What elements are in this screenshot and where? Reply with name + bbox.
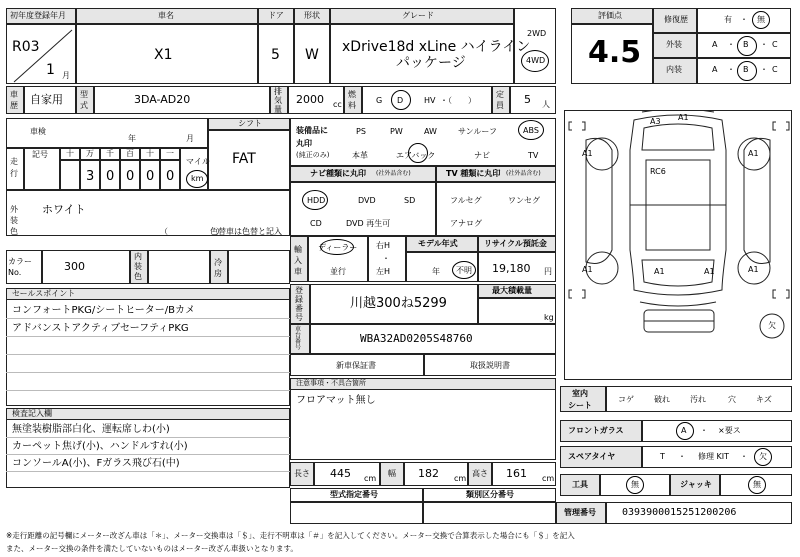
spare-label: スペアタイヤ — [568, 452, 616, 461]
fuel-g: G — [376, 96, 383, 105]
spare-none: 欠 — [759, 452, 767, 461]
seat-label1: 室内 — [572, 389, 588, 398]
jack-value: 無 — [753, 480, 761, 489]
fuel-label: 燃料 — [348, 90, 356, 110]
colorno-label: カラー No. — [8, 257, 32, 277]
fuel-paren: ・（ ） — [440, 96, 476, 105]
mgmt-label: 管理番号 — [564, 508, 596, 517]
exterior-a: A — [712, 40, 718, 49]
drive-2wd: 2WD — [527, 29, 547, 38]
ruled-line — [6, 354, 290, 355]
type-number-label: 型式指定番号 — [330, 490, 378, 499]
capacity-label: 定員 — [496, 90, 504, 110]
warranty-label: 新車保証書 — [336, 361, 376, 370]
chassis-value: WBA32AD0205S48760 — [360, 332, 473, 345]
ruled-line — [6, 318, 290, 319]
jack-label: ジャッキ — [680, 480, 712, 489]
model-value: 3DA-AD20 — [134, 93, 191, 106]
ruled-line — [6, 437, 290, 438]
seat-yabure: 破れ — [654, 395, 670, 404]
recycle-label: リサイクル預託金 — [484, 239, 547, 248]
fuel-d: D — [397, 96, 404, 105]
score-label: 評価点 — [598, 11, 622, 20]
colorno-value: 300 — [64, 260, 85, 273]
model-label: 型式 — [80, 90, 88, 110]
tv-sub: (社外品含む) — [506, 170, 541, 177]
door-label: ドア — [268, 11, 284, 20]
equipment-label2: 丸印 — [296, 139, 312, 148]
sales-label: セールスポイント — [12, 289, 76, 298]
odometer-unit-label: 千 — [106, 149, 114, 158]
equip-aw: AW — [424, 127, 437, 136]
navi-sd: SD — [404, 196, 416, 205]
odometer-unit-label: 百 — [126, 149, 134, 158]
shape-label: 形状 — [304, 11, 320, 20]
navi-label: ナビ種類に丸印 — [310, 169, 366, 178]
seat-label2: シート — [568, 401, 592, 410]
ruled-line — [6, 454, 290, 455]
sales-line1: コンフォートPKG/シートヒーター/Bカメ — [12, 305, 196, 316]
navi-cd: CD — [310, 219, 322, 228]
steering-right: 右H — [376, 241, 391, 250]
length-label: 長さ — [294, 469, 310, 478]
fuel-hv: HV — [424, 96, 436, 105]
equip-sunroof: サンルーフ — [458, 127, 497, 136]
navi-hdd: HDD — [307, 196, 326, 205]
usage-value: 自家用 — [30, 93, 63, 106]
repair-label: 修復歴 — [664, 15, 688, 24]
class-number-label: 類別区分番号 — [466, 490, 514, 499]
spare-dot: ・ — [678, 452, 686, 461]
notes-value: フロアマット無し — [296, 395, 376, 406]
inspection-year: 年 — [128, 134, 136, 143]
repair-dot: ・ — [740, 15, 748, 24]
equip-abs: ABS — [523, 126, 539, 135]
interior-c: C — [772, 65, 778, 74]
glass-a: A — [681, 426, 687, 435]
interior-b: B — [743, 65, 749, 74]
interior-color-label: 内装色 — [134, 252, 142, 281]
tools-label: 工具 — [572, 480, 588, 489]
odometer-digit: 0 — [146, 169, 155, 184]
glass-label: フロントガラス — [568, 426, 624, 435]
ruled-line — [6, 471, 290, 472]
recycle-value: 19,180 — [492, 262, 531, 275]
diagram-mark: A1 — [654, 267, 665, 276]
repair-no: 無 — [757, 15, 765, 24]
grade-label: グレード — [402, 11, 434, 20]
drive-4wd: 4WD — [526, 56, 546, 65]
width-value: 182 — [418, 467, 439, 480]
reg-month-unit: 月 — [62, 71, 70, 80]
import-dealer: ディーラー — [318, 243, 358, 252]
chassis-label: 車台番号 — [295, 326, 302, 351]
displacement-label: 排気量 — [274, 87, 282, 114]
shape-value: W — [305, 47, 319, 63]
spare-t: T — [660, 452, 665, 461]
model-year-unit: 年 — [432, 267, 440, 276]
odometer-unit-label: 一 — [166, 149, 174, 158]
length-unit: cm — [364, 474, 377, 483]
seat-yogore: 汚れ — [690, 395, 706, 404]
model-year-unknown: 不明 — [456, 266, 472, 275]
registration-label: 登録番号 — [295, 286, 303, 322]
seat-koge: コゲ — [618, 395, 634, 404]
usage-label: 車歴 — [10, 90, 18, 110]
navi-sub: (社外品含む) — [376, 170, 411, 177]
odometer-digit: 0 — [166, 169, 175, 184]
tv-analog: アナログ — [450, 219, 482, 228]
mileage-label: 走行 — [10, 157, 18, 178]
notes-label: 注意事項・不具合箇所 — [296, 379, 366, 387]
inspector-label: 検査記入欄 — [12, 409, 52, 418]
cooler-label: 冷房 — [214, 258, 222, 278]
mileage-symbol-label: 記号 — [32, 150, 48, 159]
navi-dvd: DVD — [358, 196, 376, 205]
import-label: 輸入車 — [294, 245, 302, 276]
type-number-cell — [290, 502, 423, 524]
mgmt-value: 0393900015251200206 — [622, 507, 737, 518]
equipment-label1: 装備品に — [296, 126, 328, 135]
glass-cell — [642, 420, 792, 442]
registration-value: 川越300ね5299 — [350, 296, 447, 311]
mileage-km: km — [191, 174, 204, 183]
inspector-line2: カーペット焦げ(小)、ハンドルすれ(小) — [12, 441, 188, 452]
footer-line2: また、メーター交換の条件を満たしていないものはメーター改ざん車扱いとなります。 — [6, 544, 298, 553]
equip-ps: PS — [356, 127, 366, 136]
odometer-unit-label: 十 — [66, 149, 74, 158]
diagram-mark: RC6 — [650, 167, 666, 176]
interior-color-cell — [148, 250, 210, 284]
diagram-mark: A1 — [582, 265, 593, 274]
recycle-unit: 円 — [544, 267, 552, 276]
diagram-mark: A1 — [748, 149, 759, 158]
seat-ana: 穴 — [728, 395, 736, 404]
manual-label: 取扱説明書 — [470, 361, 510, 370]
model-year-label: モデル年式 — [418, 239, 458, 248]
height-unit: cm — [542, 474, 555, 483]
equip-tv: TV — [528, 151, 539, 160]
diagram-mark: A1 — [678, 113, 689, 122]
odometer-digit: 0 — [126, 169, 135, 184]
glass-x: ×要ス — [718, 426, 741, 435]
colorno-cell — [42, 250, 130, 284]
equip-pw: PW — [390, 127, 403, 136]
equipment-label3: (純正のみ) — [296, 151, 330, 159]
ruled-line — [6, 336, 290, 337]
diagram-mark: A1 — [748, 265, 759, 274]
inspection-month: 月 — [186, 134, 194, 143]
equip-airbag: エアバック — [396, 151, 436, 160]
spare-dot2: ・ — [740, 452, 748, 461]
odometer-digit: 0 — [106, 169, 115, 184]
color-label: 外装色 — [10, 205, 18, 236]
tv-label: TV 種類に丸印 — [446, 169, 501, 178]
capacity-unit: 人 — [542, 100, 550, 109]
reg-month: 1 — [46, 62, 55, 78]
door-value: 5 — [271, 47, 280, 63]
diagram-mark: 欠 — [768, 321, 776, 330]
spare-kit: 修理 KIT — [698, 452, 730, 461]
height-value: 161 — [506, 467, 527, 480]
height-label: 高さ — [472, 469, 488, 478]
exterior-c: C — [772, 40, 778, 49]
load-label: 最大積載量 — [492, 286, 532, 295]
interior-label: 内装 — [666, 65, 682, 74]
color-note: 色替車は色替と記入 — [210, 227, 282, 236]
odometer-digit-cell — [60, 160, 80, 190]
exterior-b: B — [743, 40, 749, 49]
exterior-sep1: ・ — [727, 40, 735, 49]
seat-kizu: キズ — [756, 395, 772, 404]
diagram-mark: A1 — [704, 267, 715, 276]
shift-value: FAT — [232, 151, 256, 167]
tv-oneseg: ワンセグ — [508, 196, 540, 205]
interior-a: A — [712, 65, 718, 74]
class-number-cell — [423, 502, 556, 524]
footer-line1: ※走行距離の記号欄にメーター改ざん車は「＊」、メーター交換車は「＄」、走行不明車は「＃」を記入してください。メーター交換で合算表示した場合にも「＄」を記入 — [6, 531, 575, 540]
width-unit: cm — [454, 474, 467, 483]
mileage-mile: マイル — [186, 157, 210, 166]
ruled-line — [6, 390, 290, 391]
score-value: 4.5 — [588, 35, 642, 70]
odometer-unit-label: 万 — [86, 149, 94, 158]
diagram-mark: A3 — [650, 117, 661, 126]
import-parallel: 並行 — [330, 267, 346, 276]
load-unit: kg — [544, 313, 554, 322]
grade-line1: xDrive18d xLine ハイライン — [342, 39, 531, 55]
car-name: X1 — [154, 47, 173, 63]
length-value: 445 — [330, 467, 351, 480]
diagram-mark: A1 — [582, 149, 593, 158]
interior-sep1: ・ — [727, 65, 735, 74]
shift-label: シフト — [238, 119, 262, 128]
capacity-value: 5 — [524, 93, 531, 106]
tools-value: 無 — [631, 480, 639, 489]
color-paren: （ ） — [160, 227, 224, 236]
exterior-sep2: ・ — [760, 40, 768, 49]
odometer-digit: 3 — [86, 169, 95, 184]
inspector-line3: コンソールA(小)、Fガラス飛び石(中) — [12, 458, 180, 469]
steering-dot: ・ — [382, 254, 390, 263]
steering-left: 左H — [376, 267, 391, 276]
tv-fullseg: フルセグ — [450, 196, 482, 205]
name-label: 車名 — [158, 11, 174, 20]
width-label: 幅 — [388, 469, 396, 478]
equip-leather: 本革 — [352, 151, 368, 160]
ruled-line — [6, 372, 290, 373]
interior-sep2: ・ — [760, 65, 768, 74]
reg-year-label: 初年度登録年月 — [10, 11, 66, 20]
grade-line2: パッケージ — [396, 55, 466, 71]
exterior-label: 外装 — [666, 40, 682, 49]
glass-dot: ・ — [700, 426, 708, 435]
equip-navi: ナビ — [474, 151, 490, 160]
displacement-value: 2000 — [296, 93, 324, 106]
sales-line2: アドバンストアクティブセーフティPKG — [12, 323, 189, 334]
reg-era: R03 — [12, 39, 40, 55]
repair-yes: 有 — [724, 15, 732, 24]
color-value: ホワイト — [42, 203, 86, 216]
odometer-unit-label: 十 — [146, 149, 154, 158]
displacement-unit: cc — [333, 100, 342, 109]
inspector-line1: 無塗装樹脂部白化、運転席しわ(小) — [12, 424, 170, 435]
inspection-label: 車検 — [30, 127, 46, 136]
cooler-cell — [228, 250, 290, 284]
notes-box — [290, 378, 556, 460]
navi-dvd-play: DVD 再生可 — [346, 219, 391, 228]
